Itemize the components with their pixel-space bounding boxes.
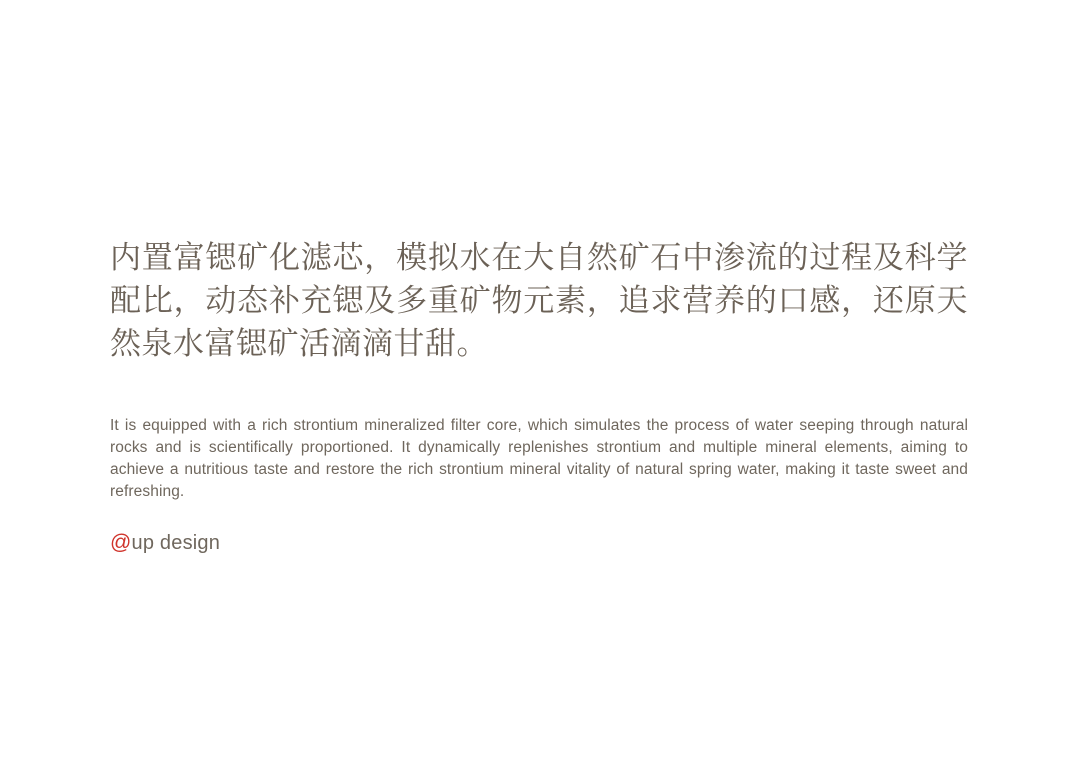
at-symbol-icon: @ [110,531,132,554]
text-block [110,236,968,556]
headline-chinese: 内置富锶矿化滤芯，模拟水在大自然矿石中渗流的过程及科学配比，动态补充锶及多重矿物元素，追求营养的口感，还原天然泉水富锶矿活滴滴甘甜。 [110,240,968,361]
credit-line [110,530,968,556]
body-paragraph-english: It is equipped with a rich strontium mineralized filter core, which simulates the process of water seeping through natural rocks and is scientifically proportioned. It dynamically replenishes strontium and multiple mineral elements, aiming to achieve a nutritious taste and restore the rich strontium mineral vitality of natural spring water, making it taste sweet and refreshing. [110,417,968,500]
credit-handle: up design [131,532,221,554]
